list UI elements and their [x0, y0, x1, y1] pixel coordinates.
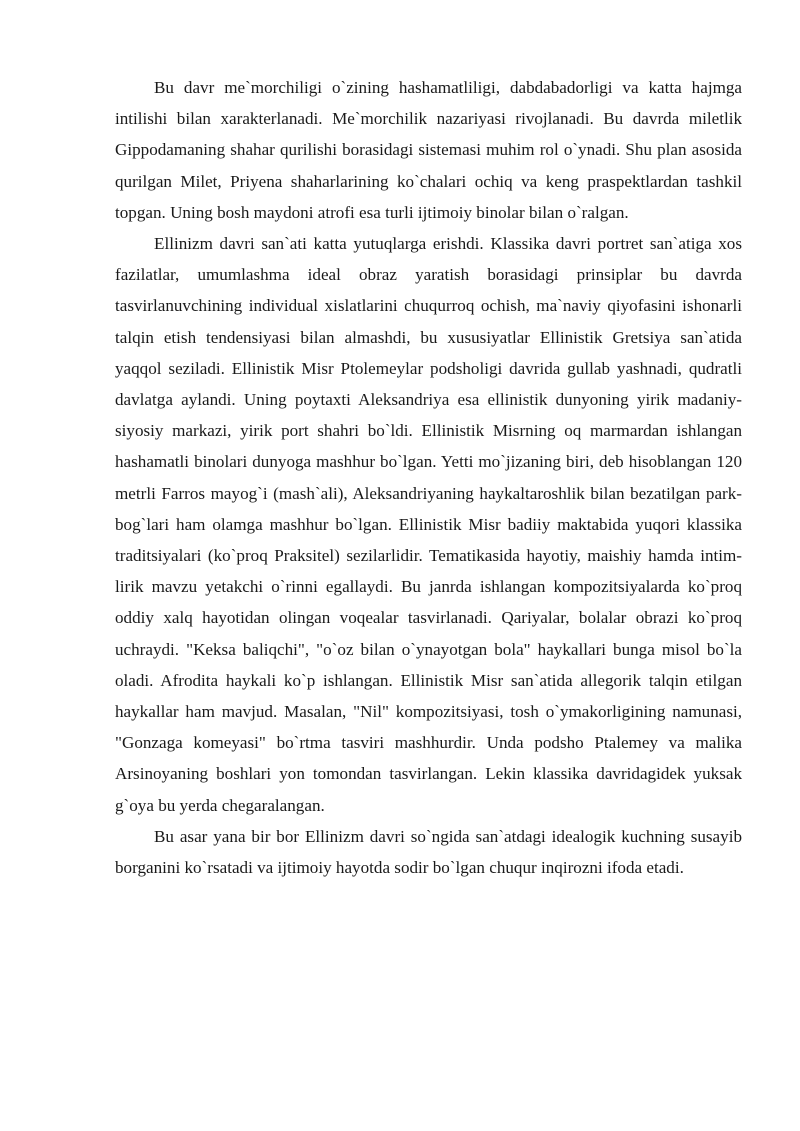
paragraph: Bu asar yana bir bor Ellinizm davri so`ngida san`atdagi idealogik kuchning susayib borganini ko`rsatadi va ijtimoiy hayotda sodir bo`lgan chuqur inqirozni ifoda etadi. — [115, 826, 742, 878]
paragraph: Ellinizm davri san`ati katta yutuqlarga erishdi. Klassika davri portret san`atiga xos fazilatlar, umumlashma ideal obraz yaratish borasidagi prinsiplar bu davrda tasvirlanuvchining individual xislatlarini chuqurroq ochish, ma`naviy qiyofasini ishonarli talqin etish tendensiyasi bilan almashdi, bu xususiyatlar Ellinistik Gretsiya san`atida yaqqol seziladi. Ellinistik Misr Ptolemeylar podsholigi davrida gullab yashnadi, qudratli davlatga aylandi. Uning poytaxti Aleksandriya esa ellinistik dunyoning yirik madaniy-siyosiy markazi, yirik port shahri bo`ldi. Ellinistik Misrning oq marmardan ishlangan hashamatli binolari dunyoga mashhur bo`lgan. Yetti mo`jizaning biri, deb hisoblangan 120 metrli Farros mayog`i (mash`ali), Aleksandriyaning haykaltaroshlik bilan bezatilgan park-bog`lari ham olamga mashhur bo`lgan. Ellinistik Misr badiiy maktabida yuqori klassika traditsiyalari (ko`proq Praksitel) sezilarlidir. Tematikasida hayotiy, maishiy hamda intim-lirik mavzu yetakchi o`rinni egallaydi. Bu janrda ishlangan kompozitsiyalarda ko`proq oddiy xalq hayotidan olingan voqealar tasvirlanadi. Qariyalar, bolalar obrazi ko`proq uchraydi. "Keksa baliqchi", "o`oz bilan o`ynayotgan bola" haykallari bunga misol bo`la oladi. Afrodita haykali ko`p ishlangan. Ellinistik Misr san`atida allegorik talqin etilgan haykallar ham mavjud. Masalan, "Nil" kompozitsiyasi, tosh o`ymakorligining namunasi, "Gonzaga komeyasi" bo`rtma tasviri mashhurdir. Unda podsho Ptalemey va malika Arsinoyaning boshlari yon tomondan tasvirlangan. Lekin klassika davridagidek yuksak g`oya bu yerda chegaralangan. — [115, 234, 742, 815]
paragraph: Bu davr me`morchiligi o`zining hashamatliligi, dabdabadorligi va katta hajmga intilishi bilan xarakterlanadi. Me`morchilik nazariyasi rivojlanadi. Bu davrda miletlik Gippodamaning shahar qurilishi borasidagi sistemasi muhim rol o`ynadi. Shu plan asosida qurilgan Milet, Priyena shaharlarining ko`chalari ochiq va keng praspektlardan tashkil topgan. Uning bosh maydoni atrofi esa turli ijtimoiy binolar bilan o`ralgan. — [115, 78, 742, 222]
document-body — [115, 72, 742, 883]
